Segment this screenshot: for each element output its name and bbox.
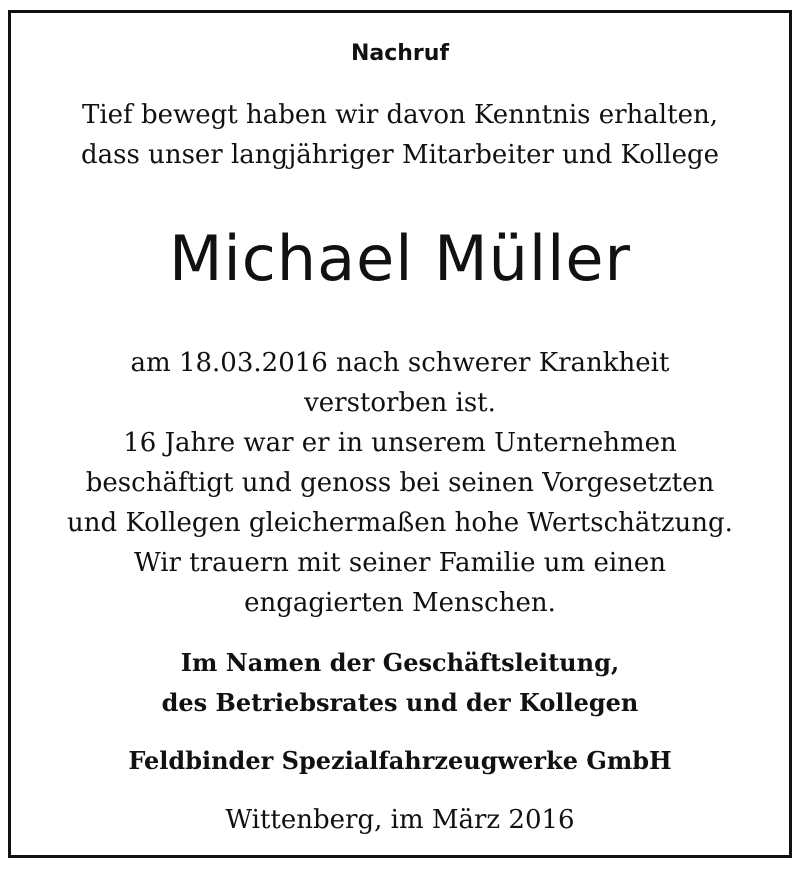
deceased-name: Michael Müller [168,222,632,295]
body-line-2: verstorben ist. [304,388,496,418]
body-line-5: und Kollegen gleichermaßen hohe Wertschätzung. [67,508,733,538]
body-line-1: am 18.03.2016 nach schwerer Krankheit [130,348,670,378]
signature-line-1: Im Namen der Geschäftsleitung, [180,648,620,677]
obituary-heading: Nachruf [350,41,450,66]
body-line-7: engagierten Menschen. [244,588,556,618]
company-name: Feldbinder Spezialfahrzeugwerke GmbH [128,746,672,775]
intro-line-2: dass unser langjähriger Mitarbeiter und Kollege [80,140,719,170]
signature-line-2: des Betriebsrates und der Kollegen [161,688,639,717]
place-date: Wittenberg, im März 2016 [225,805,575,835]
body-line-4: beschäftigt und genoss bei seinen Vorgesetzten [85,468,715,498]
body-line-3: 16 Jahre war er in unserem Unternehmen [123,428,677,458]
intro-line-1: Tief bewegt haben wir davon Kenntnis erhalten, [82,100,718,130]
body-line-6: Wir trauern mit seiner Familie um einen [133,548,667,578]
